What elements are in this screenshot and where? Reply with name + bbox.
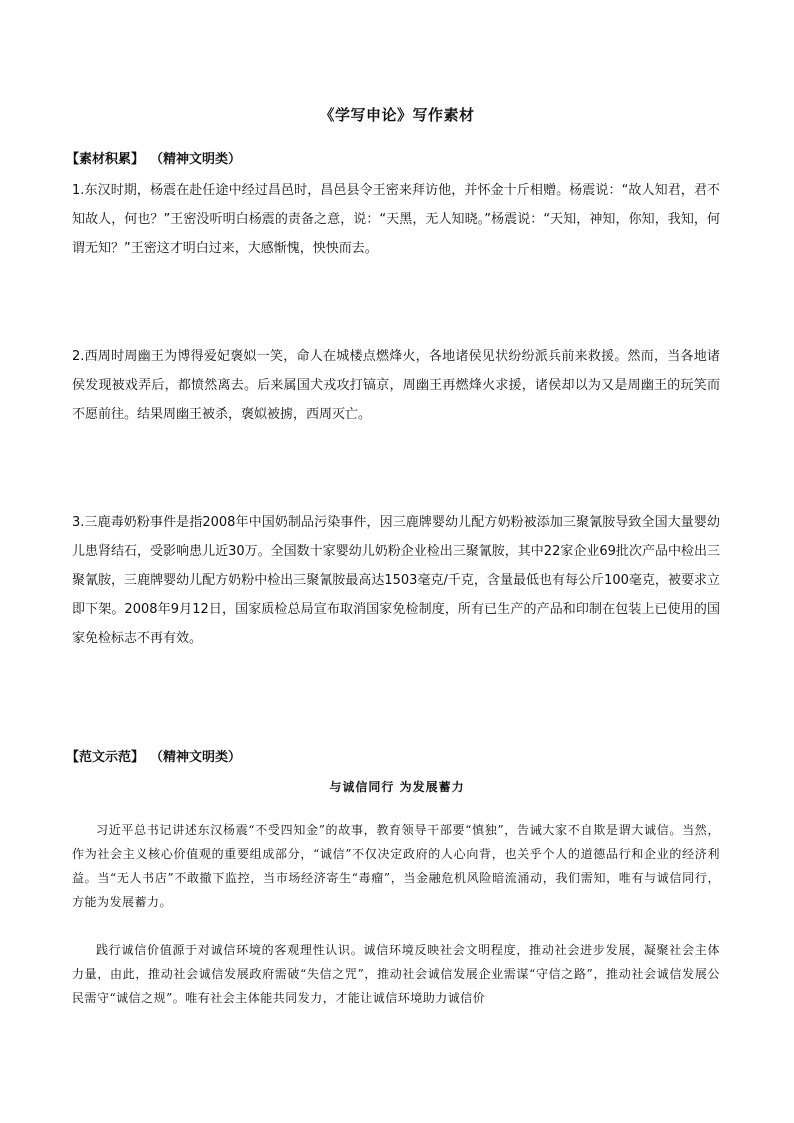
- materials-heading-sub: （精神文明类）: [150, 152, 242, 167]
- material-paragraph-3: 3.三鹿毒奶粉事件是指2008年中国奶制品污染事件，因三鹿牌婴幼儿配方奶粉被添加三聚氰胺导致全国大量婴幼儿患肾结石，受影响患儿近30万。全国数十家婴幼儿奶粉企业检出三聚氰胺，其中22家企业69批次产品中检出三聚氰胺，三鹿牌婴幼儿配方奶粉中检出三聚氰胺最高达1503毫克/千克，含量最低也有每公斤100毫克，被要求立即下架。2008年9月12日，国家质检总局宣布取消国家免检制度，所有已生产的产品和印制在包装上已使用的国家免检标志不再有效。: [72, 515, 720, 646]
- document-title: 《学写申论》写作素材: [319, 106, 475, 124]
- essay-paragraph-1: 习近平总书记讲述东汉杨震“不受四知金”的故事，教育领导干部要“慎独”，告诫大家不自欺是谓大诚信。当然，作为社会主义核心价值观的重要组成部分，“诚信”不仅决定政府的人心向背，也关乎个人的道德品行和企业的经济利益。当“无人书店”不敢撤下监控，当市场经济寄生“毒瘤”，当金融危机风险暗流涌动，我们需知，唯有与诚信同行，方能为发展蓄力。: [72, 823, 720, 909]
- essay-paragraph-2: 践行诚信价值源于对诚信环境的客观理性认识。诚信环境反映社会文明程度，推动社会进步发展，凝聚社会主体力量，由此，推动社会诚信发展政府需破“失信之咒”，推动社会诚信发展企业需谋“守信之路”，推动社会诚信发展公民需守“诚信之规”。唯有社会主体能共同发力，才能让诚信环境助力诚信价: [72, 943, 720, 1005]
- material-paragraph-1: 1.东汉时期，杨震在赴任途中经过昌邑时，昌邑县令王密来拜访他，并怀金十斤相赠。杨震说：“故人知君，君不知故人，何也？”王密没听明白杨震的责备之意，说：“天黑，无人知晓。”杨震说：“天知，神知，你知，我知，何谓无知？”王密这才明白过来，大感惭愧，怏怏而去。: [72, 183, 720, 256]
- example-heading-sub: （精神文明类）: [150, 750, 242, 765]
- example-heading: [66, 746, 241, 765]
- materials-heading-main: 【素材积累】: [66, 152, 145, 167]
- material-paragraph-2: 2.西周时周幽王为博得爱妃褒姒一笑，命人在城楼点燃烽火，各地诸侯见状纷纷派兵前来救援。然而，当各地诸侯发现被戏弄后，都愤然离去。后来属国犬戎攻打镐京，周幽王再燃烽火求援，诸侯却以为又是周幽王的玩笑而不愿前往。结果周幽王被杀，褒姒被掳，西周灭亡。: [72, 349, 720, 422]
- essay-title: 与诚信同行 为发展蓄力: [329, 780, 465, 794]
- example-heading-main: 【范文示范】: [66, 750, 145, 765]
- materials-heading: [66, 148, 241, 167]
